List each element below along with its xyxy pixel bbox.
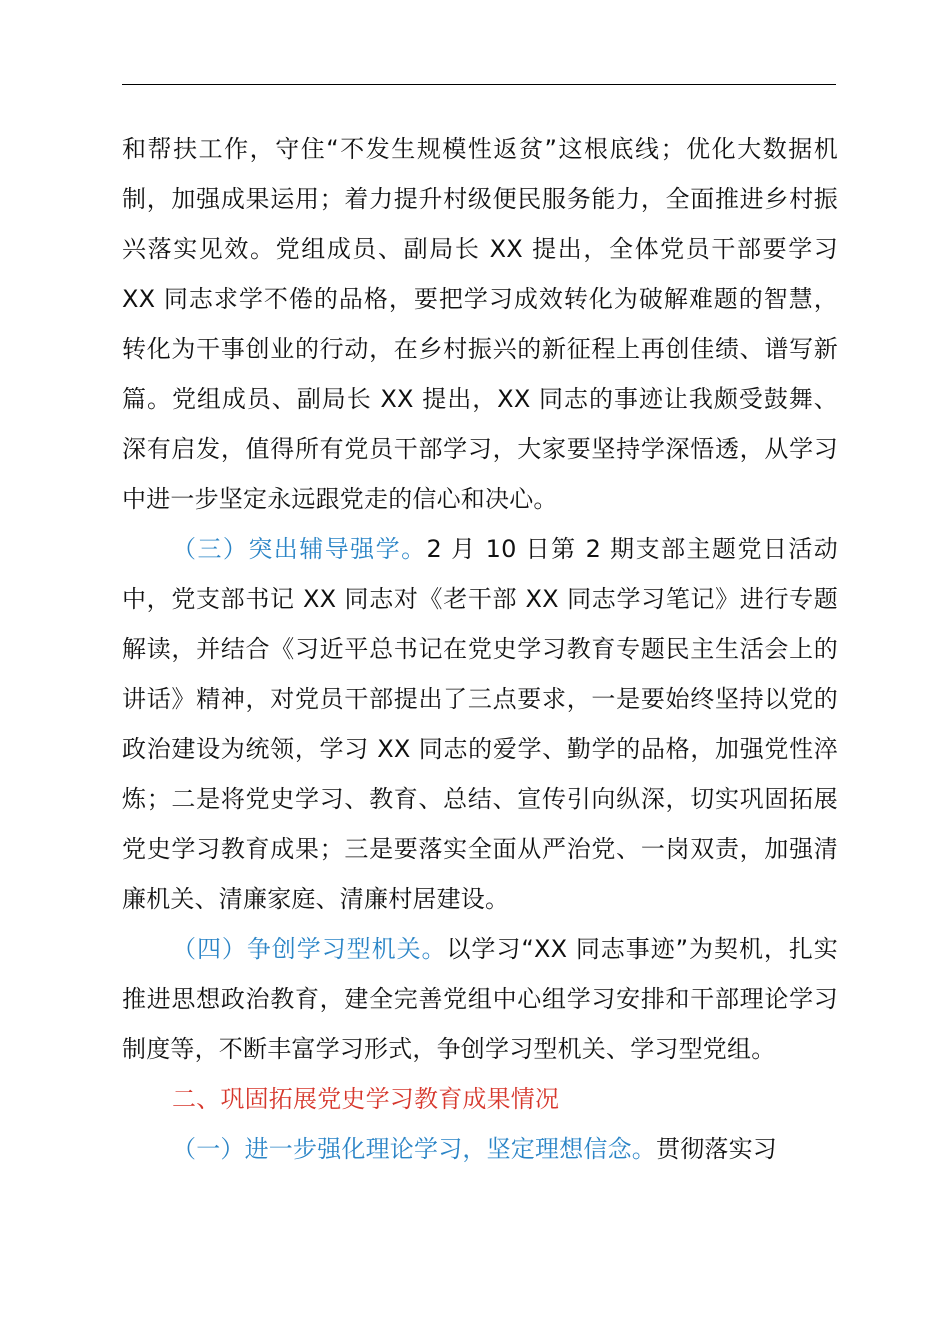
paragraph-three <box>122 524 838 924</box>
subheading-three: （三）突出辅导强学。 <box>172 535 427 563</box>
paragraph-text: 和帮扶工作，守住“不发生规模性返贫”这根底线；优化大数据机制，加强成果运用；着力提升村级便民服务能力，全面推进乡村振兴落实见效。党组成员、副局长 XX 提出，全体党员干部要学习 XX 同志求学不倦的品格，要把学习成效转化为破解难题的智慧，转化为干事创业的行动，在乡村振兴的新征程上再创佳绩、谱写新篇。党组成员、副局长 XX 提出，XX 同志的事迹让我颇受鼓舞、深有启发，值得所有党员干部学习，大家要坚持学深悟透，从学习中进一步坚定永远跟党走的信心和决心。 <box>122 135 838 513</box>
paragraph-text: 2 月 10 日第 2 期支部主题党日活动中，党支部书记 XX 同志对《老干部 XX 同志学习笔记》进行专题解读，并结合《习近平总书记在党史学习教育专题民主生活会上的讲话》精神，对党员干部提出了三点要求，一是要始终坚持以党的政治建设为统领，学习 XX 同志的爱学、勤学的品格，加强党性淬炼；二是将党史学习、教育、总结、宣传引向纵深，切实巩固拓展党史学习教育成果；三是要落实全面从严治党、一岗双责，加强清廉机关、清廉家庭、清廉村居建设。 <box>122 535 839 913</box>
section-heading: 二、巩固拓展党史学习教育成果情况 <box>172 1085 560 1113</box>
paragraph-text: 以学习“XX 同志事迹”为契机，扎实推进思想政治教育，建全完善党组中心组学习安排和干部理论学习制度等，不断丰富学习形式，争创学习型机关、学习型党组。 <box>122 935 838 1063</box>
paragraph-one <box>122 1124 838 1174</box>
subheading-one: （一）进一步强化理论学习，坚定理想信念。 <box>172 1135 656 1163</box>
header-rule <box>122 84 836 85</box>
paragraph-four <box>122 924 838 1074</box>
document-body <box>122 124 838 1174</box>
subheading-four: （四）争创学习型机关。 <box>172 935 447 963</box>
paragraph-continued <box>122 124 838 524</box>
paragraph-text: 贯彻落实习 <box>656 1135 777 1163</box>
